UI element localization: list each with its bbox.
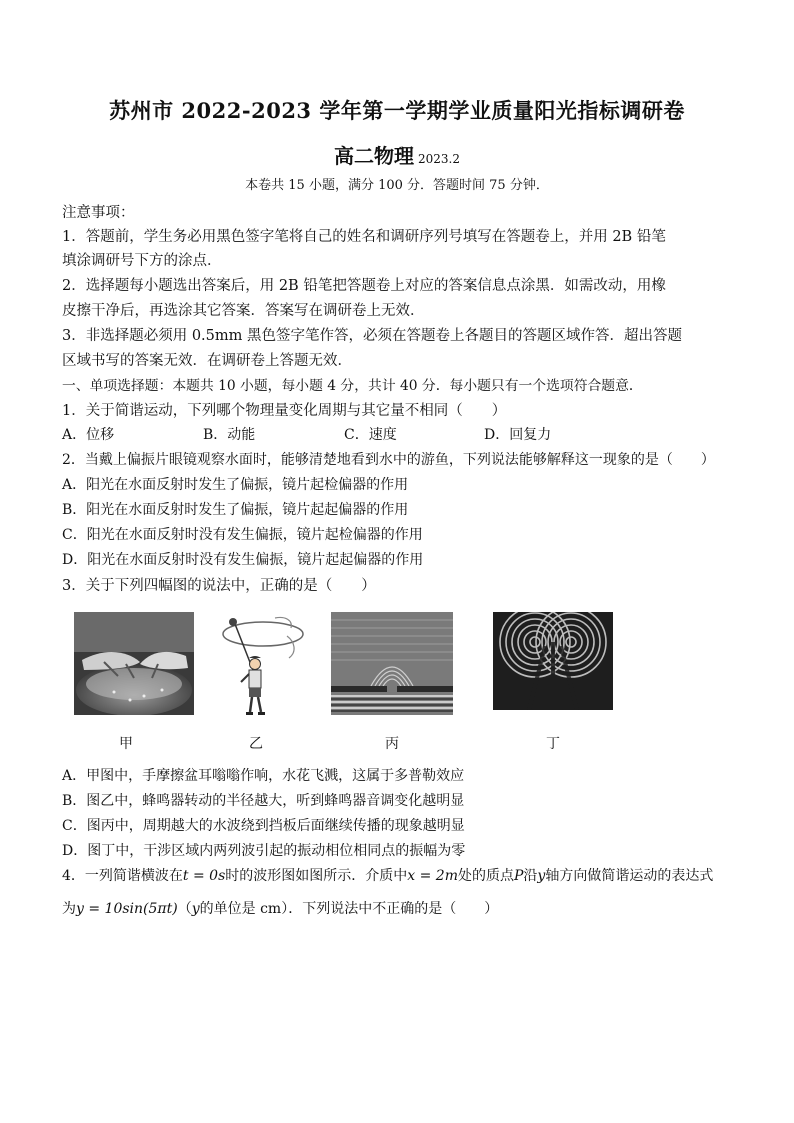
notice-item: 区域书写的答案无效．在调研卷上答题无效．	[62, 353, 352, 369]
q4-point-p: P	[514, 868, 524, 884]
q2-stem: 2．当戴上偏振片眼镜观察水面时，能够清楚地看到水中的游鱼，下列说法能够解释这一现象的是（ ）	[62, 452, 715, 468]
q2-option-d: D．阳光在水面反射时没有发生偏振，镜片起起偏器的作用	[62, 552, 424, 568]
q1-option-a: A．位移	[62, 427, 115, 443]
notice-item: 皮擦干净后，再选涂其它答案．答案写在调研卷上无效．	[62, 303, 425, 319]
figure-caption-ding: 丁	[546, 736, 560, 752]
q1-option-b: B．动能	[203, 427, 256, 443]
notice-heading: 注意事项：	[62, 205, 135, 221]
q1-stem: 1．关于简谐运动，下列哪个物理量变化周期与其它量不相同（ ）	[62, 403, 507, 419]
q1-option-d: D．回复力	[484, 427, 552, 443]
q4-text: 沿	[523, 868, 538, 884]
q4-position-expr: x = 2m	[407, 868, 458, 884]
notice-item: 1．答题前，学生务必用黑色签字笔将自己的姓名和调研序列号填写在答题卷上，并用 2B 铅笔	[62, 229, 666, 245]
exam-title: 苏州市 2022-2023 学年第一学期学业质量阳光指标调研卷	[109, 98, 685, 123]
water-wave-diffraction-photo-icon	[331, 612, 453, 715]
q4-y-var: y	[191, 901, 200, 917]
q2-option-b: B．阳光在水面反射时发生了偏振，镜片起起偏器的作用	[62, 502, 409, 518]
q4-y-axis: y	[537, 868, 546, 884]
q2-option-c: C．阳光在水面反射时没有发生偏振，镜片起检偏器的作用	[62, 527, 423, 543]
q4-text: 的单位是 cm）．下列说法中不正确的是（ ）	[199, 901, 499, 917]
exam-subject	[0, 140, 794, 169]
notice-item: 3．非选择题必须用 0.5mm 黑色签字笔作答，必须在答题卷上各题目的答题区域作答．超出答题	[62, 328, 682, 344]
q3-option-a: A．甲图中，手摩擦盆耳嗡嗡作响，水花飞溅，这属于多普勒效应	[62, 768, 465, 784]
figure-caption-yi: 乙	[249, 736, 263, 752]
q3-option-d: D．图丁中，干涉区域内两列波引起的振动相位相同点的振幅为零	[62, 843, 466, 859]
q4-text: 轴方向做简谐运动的表达式	[545, 868, 714, 884]
q4-text: 处的质点	[458, 868, 514, 884]
boy-swinging-buzzer-icon	[205, 612, 305, 720]
exam-info: 本卷共 15 小题，满分 100 分．答题时间 75 分钟．	[245, 178, 549, 193]
two-source-interference-photo-icon	[493, 612, 613, 710]
figure-caption-bing: 丙	[385, 736, 399, 752]
q4-text: 时的波形图如图所示．介质中	[225, 868, 408, 884]
notice-item: 2．选择题每小题选出答案后，用 2B 铅笔把答题卷上对应的答案信息点涂黑．如需改动，用橡	[62, 278, 666, 294]
q3-option-c: C．图丙中，周期越大的水波绕到挡板后面继续传播的现象越明显	[62, 818, 465, 834]
figure-caption-jia: 甲	[119, 736, 133, 752]
q4-stem-line2	[62, 898, 498, 918]
q4-text: （	[177, 901, 192, 917]
q4-text: 4．一列简谐横波在	[62, 868, 183, 884]
section-heading: 一、单项选择题：本题共 10 小题，每小题 4 分，共计 40 分．每小题只有一个选项符合题意．	[62, 378, 643, 394]
q2-option-a: A．阳光在水面反射时发生了偏振，镜片起检偏器的作用	[62, 477, 409, 493]
q4-time-expr: t = 0s	[182, 868, 226, 884]
q4-stem-line1	[62, 865, 713, 885]
q4-text: 为	[62, 901, 76, 917]
q3-stem: 3．关于下列四幅图的说法中，正确的是（ ）	[62, 578, 376, 594]
exam-date: 2023.2	[418, 152, 460, 166]
q4-formula: y = 10sin(5πt)	[76, 901, 178, 917]
basin-hands-photo-icon	[74, 612, 194, 715]
q1-option-c: C．速度	[344, 427, 397, 443]
q3-option-b: B．图乙中，蜂鸣器转动的半径越大，听到蜂鸣器音调变化越明显	[62, 793, 465, 809]
notice-item: 填涂调研号下方的涂点．	[62, 253, 222, 269]
subject-label: 高二物理	[334, 144, 414, 168]
